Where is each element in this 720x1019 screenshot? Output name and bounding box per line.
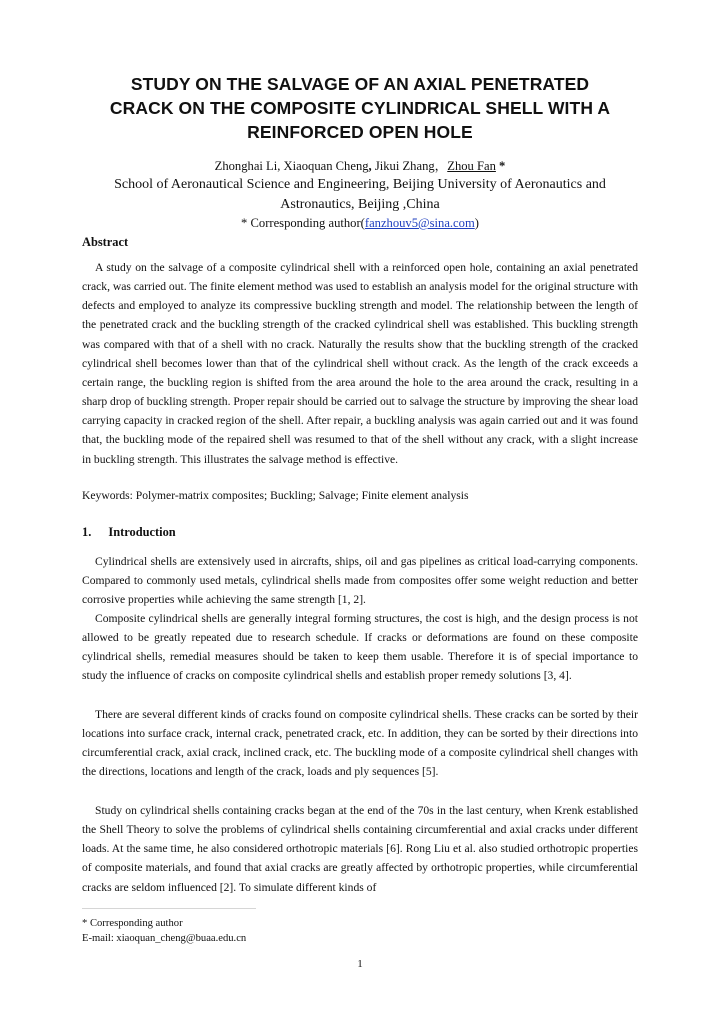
affiliation (60, 175, 660, 215)
authors-part2: Jikui Zhang (374, 159, 435, 173)
intro-paragraph-3: There are several different kinds of cracks found on composite cylindrical shells. These cracks can be sorted by their locations into surface crack, internal crack, penetrated crack, etc. In addition, they can be sorted by their directions into circumferential crack, axial crack, inclined crack, etc. The buckling mode of a composite cylindrical shell changes with the directions, locations and length of the crack, loads and ply sequences [5]. (82, 708, 638, 779)
affiliation-line: Astronautics, Beijing ,China (280, 197, 440, 212)
keywords: Keywords: Polymer-matrix composites; Buckling; Salvage; Finite element analysis (82, 489, 469, 502)
corresponding-author-name: Zhou Fan (447, 159, 496, 173)
corresponding-mark: * (495, 159, 506, 173)
footnote (82, 916, 246, 946)
corresponding-email-link[interactable]: fanzhouv5@sina.com (364, 216, 475, 230)
title-line: STUDY ON THE SALVAGE OF AN AXIAL PENETRATED (130, 74, 590, 94)
corresponding-author-note (60, 214, 660, 232)
section-heading-introduction (82, 524, 176, 540)
footnote-line: * Corresponding author (82, 918, 183, 929)
authors-separator: ， (434, 159, 448, 173)
abstract-text: A study on the salvage of a composite cylindrical shell with a reinforced open hole, containing an axial penetrated crack, was carried out. The finite element method was used to establish an analysis model for the original structure with defects and employed to analyze its compressive buckling strength and model. The relationship between the length of the penetrated crack and the buckling strength of the cracked cylindrical shell was established. This buckling strength was compared with that of a shell with no crack. Naturally the results show that the buckling strength of the cracked cylindrical shell becomes lower than that of the cylindrical shell without crack. As the length of the crack exceeds a certain range, the buckling region is shifted from the area around the hole to the area around the crack, resulting in a sharp drop of buckling strength. Proper repair should be carried out to salvage the structure by improving the shear load carrying capacity in cracked region of the shell. After repair, a buckling analysis was again carried out and it was found that, the buckling mode of the repaired shell was resumed to that of the shell without any crack, with a slight increase in buckling strength. This illustrates the salvage method is effective. (82, 261, 638, 466)
page-number: 1 (357, 958, 363, 970)
author-list (60, 157, 660, 175)
paper-title (60, 72, 660, 144)
authors-separator: , (368, 159, 375, 173)
footnote-line: E-mail: xiaoquan_cheng@buaa.edu.cn (82, 933, 247, 944)
affiliation-line: School of Aeronautical Science and Engineering, Beijing University of Aeronautics and (114, 177, 606, 192)
footnote-divider (82, 908, 256, 909)
title-line: CRACK ON THE COMPOSITE CYLINDRICAL SHELL WITH A (109, 98, 611, 118)
section-number: 1. (82, 525, 92, 539)
abstract-heading: Abstract (82, 235, 129, 249)
intro-paragraph-1: Cylindrical shells are extensively used in aircrafts, ships, oil and gas pipelines as critical load-carrying components. Compared to commonly used metals, cylindrical shells made from composites offer some weight reduction and better corrosive properties while achieving the same strength [1, 2]. (82, 555, 638, 607)
corresponding-suffix: ) (474, 216, 479, 230)
intro-paragraph-4: Study on cylindrical shells containing cracks began at the end of the 70s in the last century, when Krenk established the Shell Theory to solve the problems of cylindrical shells containing circumferential and axial cracks under different loads. At the same time, he also considered orthotropic materials [6]. Rong Liu et al. also studied orthotropic properties of composite materials, and found that axial cracks are greatly affected by orthotropic properties, while circumferential cracks are seldom influenced [2]. To simulate different kinds of (82, 804, 638, 894)
corresponding-prefix: * Corresponding author( (241, 216, 365, 230)
title-line: REINFORCED OPEN HOLE (247, 122, 473, 142)
authors-part1: Zhonghai Li, Xiaoquan Cheng (214, 159, 369, 173)
section-title: Introduction (108, 525, 176, 539)
intro-paragraph-2: Composite cylindrical shells are generally integral forming structures, the cost is high, and the design process is not allowed to be greatly repeated due to research schedule. If cracks or deformations are found on these composite cylindrical shells, remedial measures should be taken to keep them usable. Therefore it is of special importance to study the influence of cracks on composite cylindrical shells and establish proper remedy solutions [3, 4]. (82, 612, 638, 683)
